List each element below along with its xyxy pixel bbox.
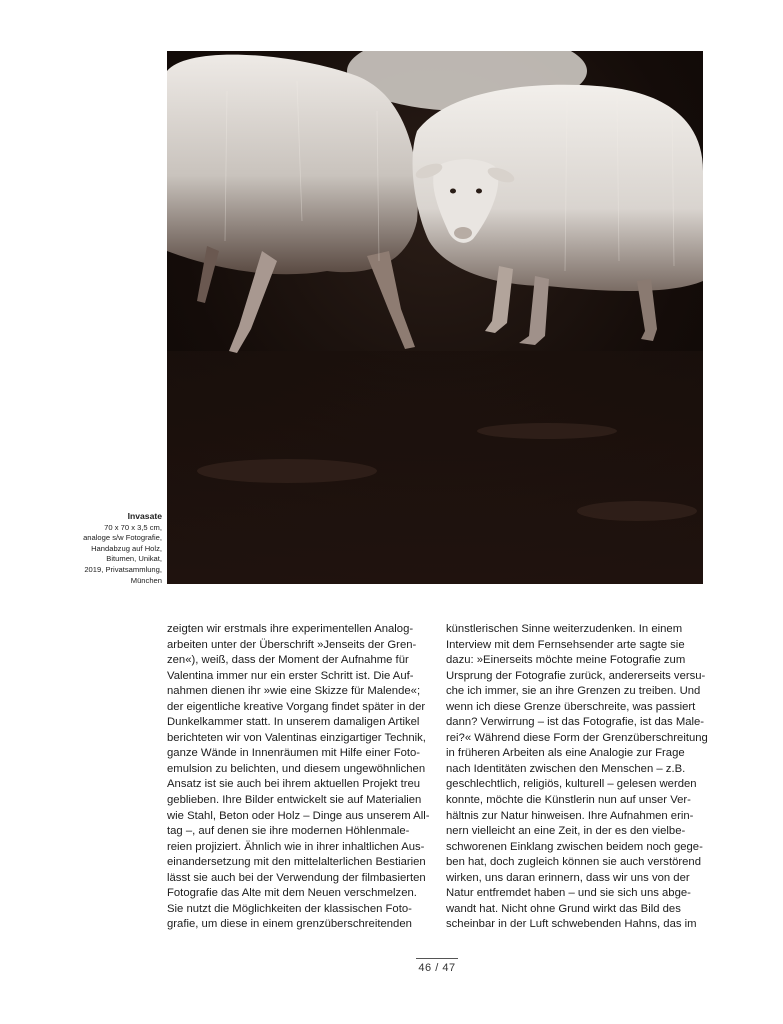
text-line: wirken, uns daran erinnern, dass wir uns von der xyxy=(446,871,690,884)
text-line: rei?« Während diese Form der Grenzüberschreitung xyxy=(446,731,708,744)
text-line: emulsion zu belichten, und diesem ungewöhnlichen xyxy=(167,762,426,775)
text-line: reien projiziert. Ähnlich wie in ihrer inhaltlichen Aus- xyxy=(167,840,425,853)
caption-title: Invasate xyxy=(127,511,162,521)
text-line: wie Stahl, Beton oder Holz – Dinge aus unserem All- xyxy=(167,809,430,822)
caption-line: analoge s/w Fotografie, xyxy=(83,533,162,543)
text-line: in früheren Arbeiten als eine Analogie zur Frage xyxy=(446,747,685,760)
text-line: dazu: »Einerseits möchte meine Fotografie zum xyxy=(446,654,686,667)
text-line: der eigentliche kreative Vorgang findet später in der xyxy=(167,700,426,713)
text-line: einandersetzung mit den mittelalterlichen Bestiarien xyxy=(167,856,426,869)
text-line: nahmen dienen ihr »wie eine Skizze für Malende«; xyxy=(167,685,421,698)
text-line: Ansatz ist sie auch bei ihrem aktuellen Projekt treu xyxy=(167,778,421,791)
text-line: Interview mit dem Fernsehsender arte sagte sie xyxy=(446,638,685,651)
text-line: lässt sie auch bei der Verwendung der filmbasierten xyxy=(167,871,426,884)
text-line: Dunkelkammer statt. In unserem damaligen Artikel xyxy=(167,716,420,729)
text-line: wandt hat. Nicht ohne Grund wirkt das Bild des xyxy=(446,902,681,915)
artwork-photo-sheep xyxy=(167,51,703,584)
text-line: Sie nutzt die Möglichkeiten der klassischen Foto- xyxy=(167,902,412,915)
text-line: tag –, auf denen sie ihre modernen Höhlenmale- xyxy=(167,825,410,838)
text-line: Ursprung der Fotografie zurück, andererseits versu- xyxy=(446,669,706,682)
text-line: grafie, um diese in einem grenzüberschreitenden xyxy=(167,918,412,931)
text-line: ganze Wände in Innenräumen mit Hilfe einer Foto- xyxy=(167,747,421,760)
text-line: berichteten wir von Valentinas einzigartiger Technik, xyxy=(167,731,426,744)
body-text-left-column xyxy=(167,622,430,933)
text-line: arbeiten unter der Überschrift »Jenseits der Gren- xyxy=(167,638,417,651)
text-line: konnte, möchte die Künstlerin nun auf unser Ver- xyxy=(446,794,691,807)
text-line: Natur entfremdet haben – und sie sich uns abge- xyxy=(446,887,691,900)
text-line: Valentina immer nur ein erster Schritt ist. Die Auf- xyxy=(167,669,414,682)
text-line: künstlerischen Sinne weiterzudenken. In einem xyxy=(446,623,683,635)
caption-line: 2019, Privatsammlung, xyxy=(84,564,162,574)
text-line: ben hat, doch zugleich können sie auch verstörend xyxy=(446,856,701,869)
text-line: nern vielleicht an eine Zeit, in der es den vielbe- xyxy=(446,825,686,838)
text-line: Fotografie das Alte mit dem Neuen verschmelzen. xyxy=(167,887,417,900)
text-line: dann? Verwirrung – ist das Fotografie, ist das Male- xyxy=(446,716,705,729)
text-line: geschlechtlich, religiös, kulturell – gelesen werden xyxy=(446,778,697,791)
caption-line: 70 x 70 x 3,5 cm, xyxy=(104,522,162,532)
text-line: geblieben. Ihre Bilder entwickelt sie auf Materialien xyxy=(167,794,422,807)
text-line: che ich immer, sie an ihre Grenzen zu treiben. Und xyxy=(446,685,701,698)
sheep-photograph xyxy=(167,51,703,584)
body-text-right-column xyxy=(446,622,709,933)
caption-line: Bitumen, Unikat, xyxy=(106,554,162,564)
text-line: wenn ich diese Grenze überschreite, was passiert xyxy=(446,700,696,713)
artwork-caption xyxy=(20,511,162,586)
text-line: schworenen Einklang zwischen beidem noch gege- xyxy=(446,840,703,853)
caption-line: Handabzug auf Holz, xyxy=(91,543,162,553)
caption-line: München xyxy=(130,575,162,585)
text-line: scheinbar in der Luft schwebenden Hahns, das im xyxy=(446,918,697,931)
text-line: zen«), weiß, dass der Moment der Aufnahme für xyxy=(167,654,409,667)
text-line: zeigten wir erstmals ihre experimentellen Analog- xyxy=(167,623,414,635)
page-number: 46 / 47 xyxy=(418,962,456,974)
text-line: hältnis zur Natur hinweisen. Ihre Aufnahmen erin- xyxy=(446,809,694,822)
text-line: nach Identitäten zwischen den Menschen – z.B. xyxy=(446,762,686,775)
footer-divider xyxy=(416,958,458,959)
